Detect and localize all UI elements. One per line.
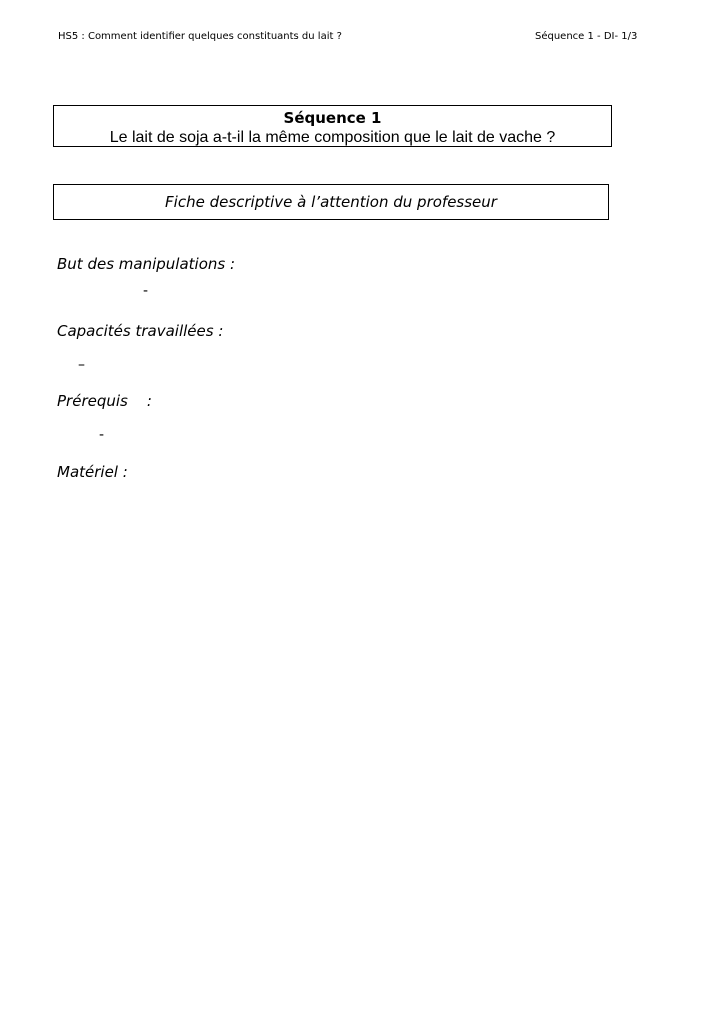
section-label-skills: Capacités travaillées : [57, 322, 224, 340]
section-bullet-goals: - [143, 283, 149, 299]
section-bullet-prerequisites: - [99, 427, 105, 443]
subtitle-text: Fiche descriptive à l’attention du professeur [165, 193, 497, 211]
header-right-text: Séquence 1 - DI- 1/3 [535, 31, 638, 42]
title-box [53, 105, 612, 147]
section-label-materials: Matériel : [57, 463, 128, 481]
section-label-prerequisites: Prérequis : [57, 392, 152, 410]
header-left-text: HS5 : Comment identifier quelques constituants du lait ? [58, 31, 342, 42]
section-bullet-skills: – [78, 357, 85, 373]
sequence-question: Le lait de soja a-t-il la même composition que le lait de vache ? [109, 129, 556, 146]
sequence-title: Séquence 1 [283, 109, 382, 127]
subtitle-box [53, 184, 609, 220]
section-label-goals: But des manipulations : [57, 255, 236, 273]
